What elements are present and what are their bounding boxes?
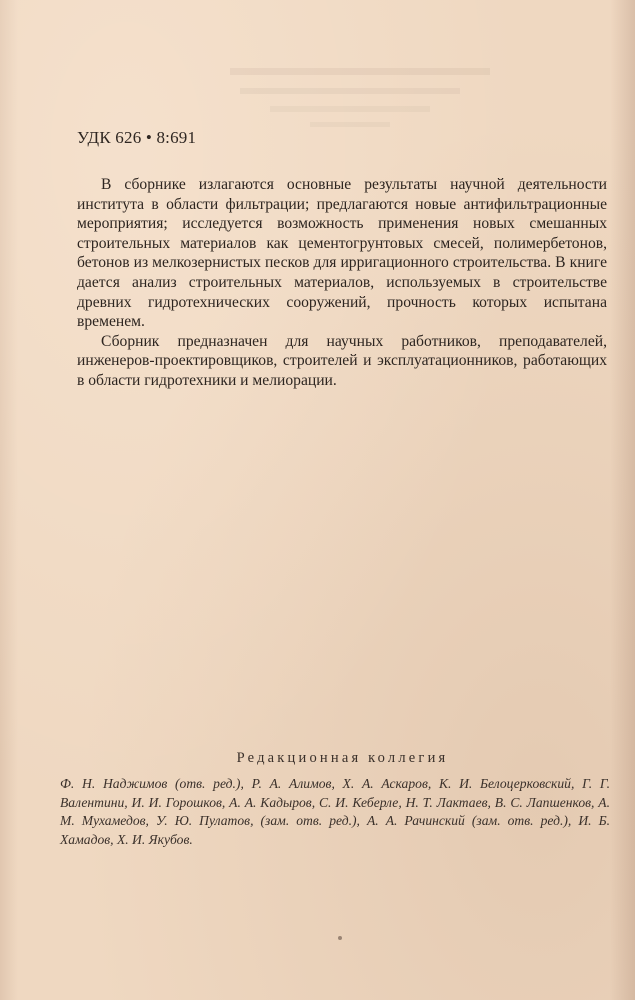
editorial-board-members	[60, 775, 610, 849]
bleed-through-marks	[150, 60, 530, 140]
abstract	[77, 175, 607, 391]
editorial-board-list: Ф. Н. Наджимов (отв. ред.), Р. А. Алимов, Х. А. Аскаров, К. И. Белоцерковский, Г. Г. Валентини, И. И. Горошков, А. А. Кадыров, С. И. Кеберле, Н. Т. Лактаев, В. С. Лапшенков, А. М. Мухамедов, У. Ю. Пулатов, (зам. отв. ред.), А. А. Рачинский (зам. отв. ред.), И. Б. Хамадов, Х. И. Якубов.	[60, 776, 610, 847]
ink-dot	[338, 936, 342, 940]
bleed-through-text	[150, 60, 530, 140]
abstract-paragraph: Сборник предназначен для научных работников, преподавателей, инженеров-проектировщиков, строителей и эксплуатационников, работающих в области гидротехники и мелиорации.	[77, 332, 607, 389]
udk-code: УДК 626 • 8:691	[77, 128, 197, 147]
abstract-paragraph: В сборнике излагаются основные результаты научной деятельности института в области фильтрации; предлагаются новые антифильтрационные мероприятия; исследуется возможность применения новых смешанных строительных материалов как цементогрунтовых смесей, полимербетонов, бетонов из мелкозернистых песков для ирригационного строительства. В книге дается анализ строительных материалов, используемых в строительстве древних гидротехнических сооружений, прочность которых испытана временем.	[77, 176, 607, 331]
editorial-board-title: Редакционная коллегия	[236, 750, 449, 766]
